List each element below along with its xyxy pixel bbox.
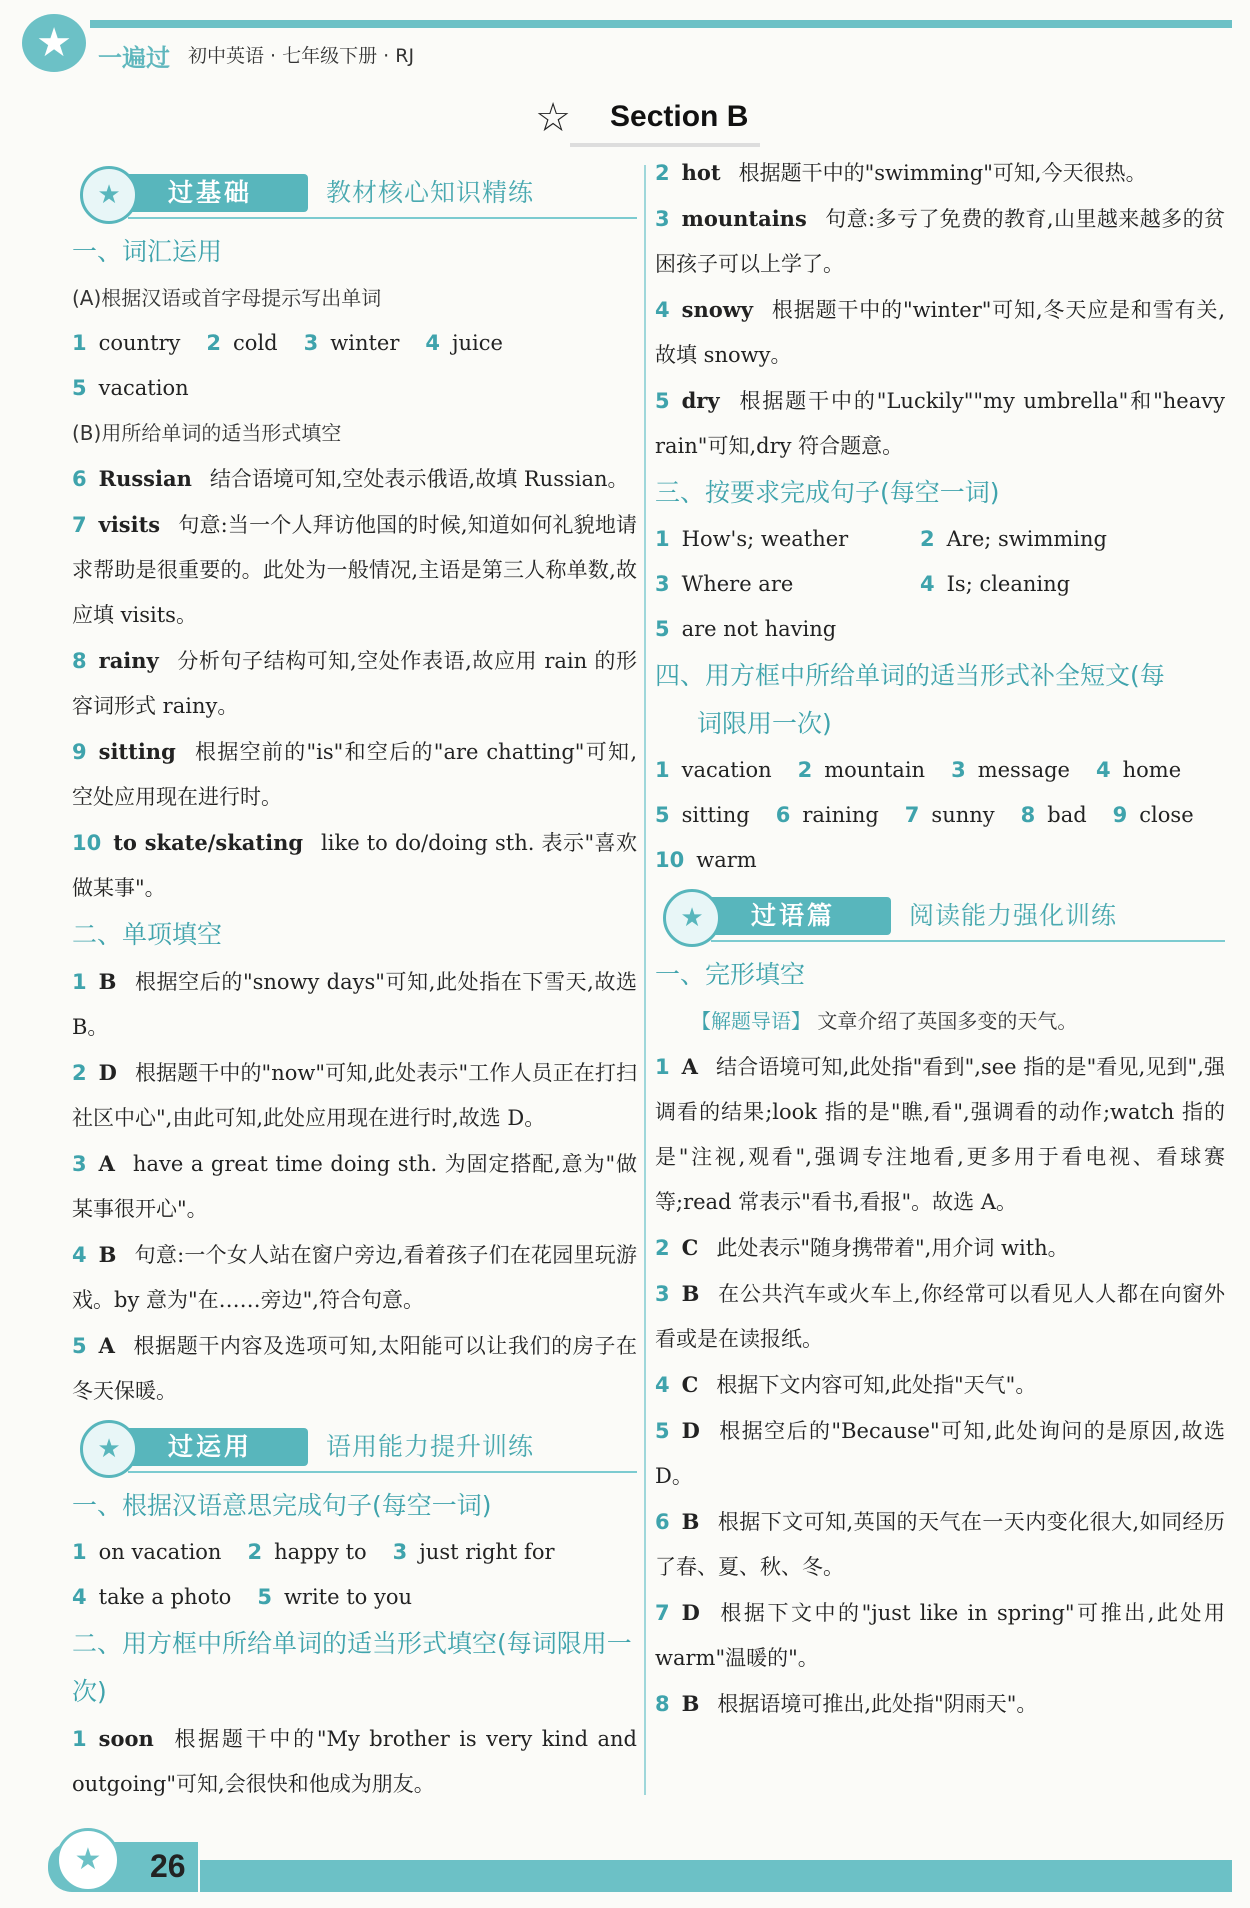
logo-badge (22, 14, 86, 72)
column-divider (644, 165, 646, 1795)
translate-answers (72, 1530, 637, 1575)
banner-label: 过语篇 (751, 901, 836, 930)
vocab-part-a: (A)根据汉语或首字母提示写出单词 (72, 286, 382, 310)
banner-reading (651, 885, 1225, 947)
answer-item: 4 take a photo (72, 1585, 232, 1609)
guide-tag: 【解题导语】 (691, 1009, 811, 1033)
page-header (0, 0, 1250, 75)
answer-item: 3 A have a great time doing sth. 为固定搭配,意为"做某事很开心"。 (72, 1151, 637, 1221)
star-icon: ☆ (535, 95, 571, 141)
vocab-part-a-answers (72, 321, 637, 411)
boxfill-heading: 二、用方框中所给单词的适当形式填空(每词限用一次) (72, 1629, 632, 1706)
book-info: 初中英语 · 七年级下册 · RJ (188, 45, 415, 67)
right-column (655, 150, 1225, 1727)
answer-item: 9 close (1112, 803, 1194, 827)
answer-item: 3 mountains 句意:多亏了免费的教育,山里越来越多的贫困孩子可以上学了。 (655, 206, 1225, 276)
banner-rule (711, 940, 1225, 942)
banner-rule (128, 1471, 637, 1473)
answer-item: 2 mountain (797, 758, 926, 782)
answer-item: 2 happy to (247, 1540, 367, 1564)
passage-answers (655, 793, 1225, 838)
answer-item: 6 Russian 结合语境可知,空处表示俄语,故填 Russian。 (72, 466, 629, 491)
answer-item: 7 D 根据下文中的"just like in spring"可推出,此处用 warm"温暖的"。 (655, 1600, 1225, 1670)
header-stripe (90, 20, 1232, 28)
answer-item: 5 A 根据题干内容及选项可知,太阳能可以让我们的房子在冬天保暖。 (72, 1333, 637, 1403)
cloze-guide (655, 999, 1225, 1044)
left-column (72, 160, 637, 1807)
guide-text: 文章介绍了英国多变的天气。 (817, 1009, 1078, 1033)
answer-item: 3 Where are (655, 572, 794, 596)
answer-item: 1 How's; weather (655, 527, 849, 551)
section-title-underline (570, 143, 760, 147)
answer-item: 5 vacation (72, 376, 189, 400)
answer-item: 5 dry 根据题干中的"Luckily""my umbrella"和"heavy rain"可知,dry 符合题意。 (655, 388, 1225, 458)
answer-item: 4 juice (425, 331, 503, 355)
answer-item: 2 Are; swimming (920, 527, 1107, 551)
banner-label: 过基础 (168, 178, 253, 207)
banner-subtitle: 阅读能力强化训练 (909, 901, 1118, 930)
answer-item: 3 winter (303, 331, 400, 355)
answer-item: 8 bad (1020, 803, 1087, 827)
answer-item: 8 B 根据语境可推出,此处指"阴雨天"。 (655, 1691, 1038, 1716)
answer-item: 7 sunny (904, 803, 995, 827)
answer-item: 4 home (1095, 758, 1182, 782)
answer-item: 10 warm (655, 848, 757, 872)
answer-item: 2 cold (206, 331, 278, 355)
banner-subtitle: 教材核心知识精练 (326, 178, 535, 207)
section-title (530, 95, 760, 145)
section-title-text: Section B (610, 100, 749, 133)
translate-heading: 一、根据汉语意思完成句子(每空一词) (72, 1491, 492, 1520)
answer-item: 1 country (72, 331, 181, 355)
answer-item: 5 write to you (257, 1585, 412, 1609)
answer-item: 6 raining (775, 803, 879, 827)
answer-item: 4 C 根据下文内容可知,此处指"天气"。 (655, 1372, 1037, 1397)
answer-item: 1 soon 根据题干中的"My brother is very kind and outgoing"可知,会很快和他成为朋友。 (72, 1726, 637, 1796)
answer-item: 9 sitting 根据空前的"is"和空后的"are chatting"可知,空处应用现在进行时。 (72, 739, 637, 809)
banner-application (68, 1416, 637, 1478)
answer-item: 8 rainy 分析句子结构可知,空处作表语,故应用 rain 的形容词形式 rainy。 (72, 648, 637, 718)
answer-item: 2 D 根据题干中的"now"可知,此处表示"工作人员正在打扫社区中心",由此可知,此处应用现在进行时,故选 D。 (72, 1060, 637, 1130)
page-number: 26 (150, 1848, 186, 1884)
rewrite-heading: 三、按要求完成句子(每空一词) (655, 478, 1000, 507)
star-mascot-icon: ★ (80, 1420, 138, 1478)
answer-item: 7 visits 句意:当一个人拜访他国的时候,知道如何礼貌地请求帮助是很重要的。此处为一般情况,主语是第三人称单数,故应填 visits。 (72, 512, 637, 627)
translate-answers (72, 1575, 637, 1620)
choice-heading: 二、单项填空 (72, 920, 223, 949)
vocab-heading: 一、词汇运用 (72, 237, 223, 266)
answer-item: 4 snowy 根据题干中的"winter"可知,冬天应是和雪有关,故填 snowy。 (655, 297, 1225, 367)
star-mascot-icon: ★ (80, 166, 138, 224)
answer-item: 1 on vacation (72, 1540, 222, 1564)
rewrite-answers (655, 517, 1225, 652)
answer-item: 3 just right for (392, 1540, 555, 1564)
answer-item: 3 B 在公共汽车或火车上,你经常可以看见人人都在向窗外看或是在读报纸。 (655, 1281, 1225, 1351)
answer-item: 5 are not having (655, 617, 837, 641)
cloze-heading: 一、完形填空 (655, 960, 806, 989)
passage-heading-cont: 词限用一次) (697, 709, 832, 738)
answer-item: 5 D 根据空后的"Because"可知,此处询问的是原因,故选 D。 (655, 1418, 1225, 1488)
answer-item: 2 hot 根据题干中的"swimming"可知,今天很热。 (655, 160, 1147, 185)
answer-item: 5 sitting (655, 803, 750, 827)
brand-name: 一遍过 (98, 44, 170, 72)
banner-basics (68, 162, 637, 224)
star-mascot-icon: ★ (663, 889, 721, 947)
star-logo-icon: ★ (36, 20, 72, 66)
answer-item: 10 to skate/skating like to do/doing sth. 表示"喜欢做某事"。 (72, 830, 638, 900)
banner-subtitle: 语用能力提升训练 (326, 1432, 535, 1461)
answer-item: 4 Is; cleaning (920, 572, 1071, 596)
vocab-part-b: (B)用所给单词的适当形式填空 (72, 421, 342, 445)
answer-item: 1 B 根据空后的"snowy days"可知,此处指在下雪天,故选 B。 (72, 969, 637, 1039)
banner-label: 过运用 (168, 1432, 253, 1461)
passage-answers (655, 748, 1225, 793)
star-badge-icon: ★ (56, 1828, 120, 1892)
answer-item: 1 vacation (655, 758, 772, 782)
page-footer (0, 1820, 1250, 1908)
answer-item: 3 message (951, 758, 1070, 782)
answer-item: 1 A 结合语境可知,此处指"看到",see 指的是"看见,见到",强调看的结果;look 指的是"瞧,看",强调看的动作;watch 指的是"注视,观看",强调专注地看,更多用于看电视、看球赛等;read 常表示"看书,看报"。故选 A。 (655, 1054, 1225, 1214)
answer-item: 6 B 根据下文可知,英国的天气在一天内变化很大,如同经历了春、夏、秋、冬。 (655, 1509, 1225, 1579)
answer-item: 4 B 句意:一个女人站在窗户旁边,看着孩子们在花园里玩游戏。by 意为"在……旁边",符合句意。 (72, 1242, 637, 1312)
banner-rule (128, 217, 637, 219)
passage-answers (655, 838, 1225, 883)
answer-item: 2 C 此处表示"随身携带着",用介词 with。 (655, 1235, 1069, 1260)
passage-heading: 四、用方框中所给单词的适当形式补全短文(每 (655, 661, 1165, 690)
footer-stripe (200, 1860, 1232, 1892)
